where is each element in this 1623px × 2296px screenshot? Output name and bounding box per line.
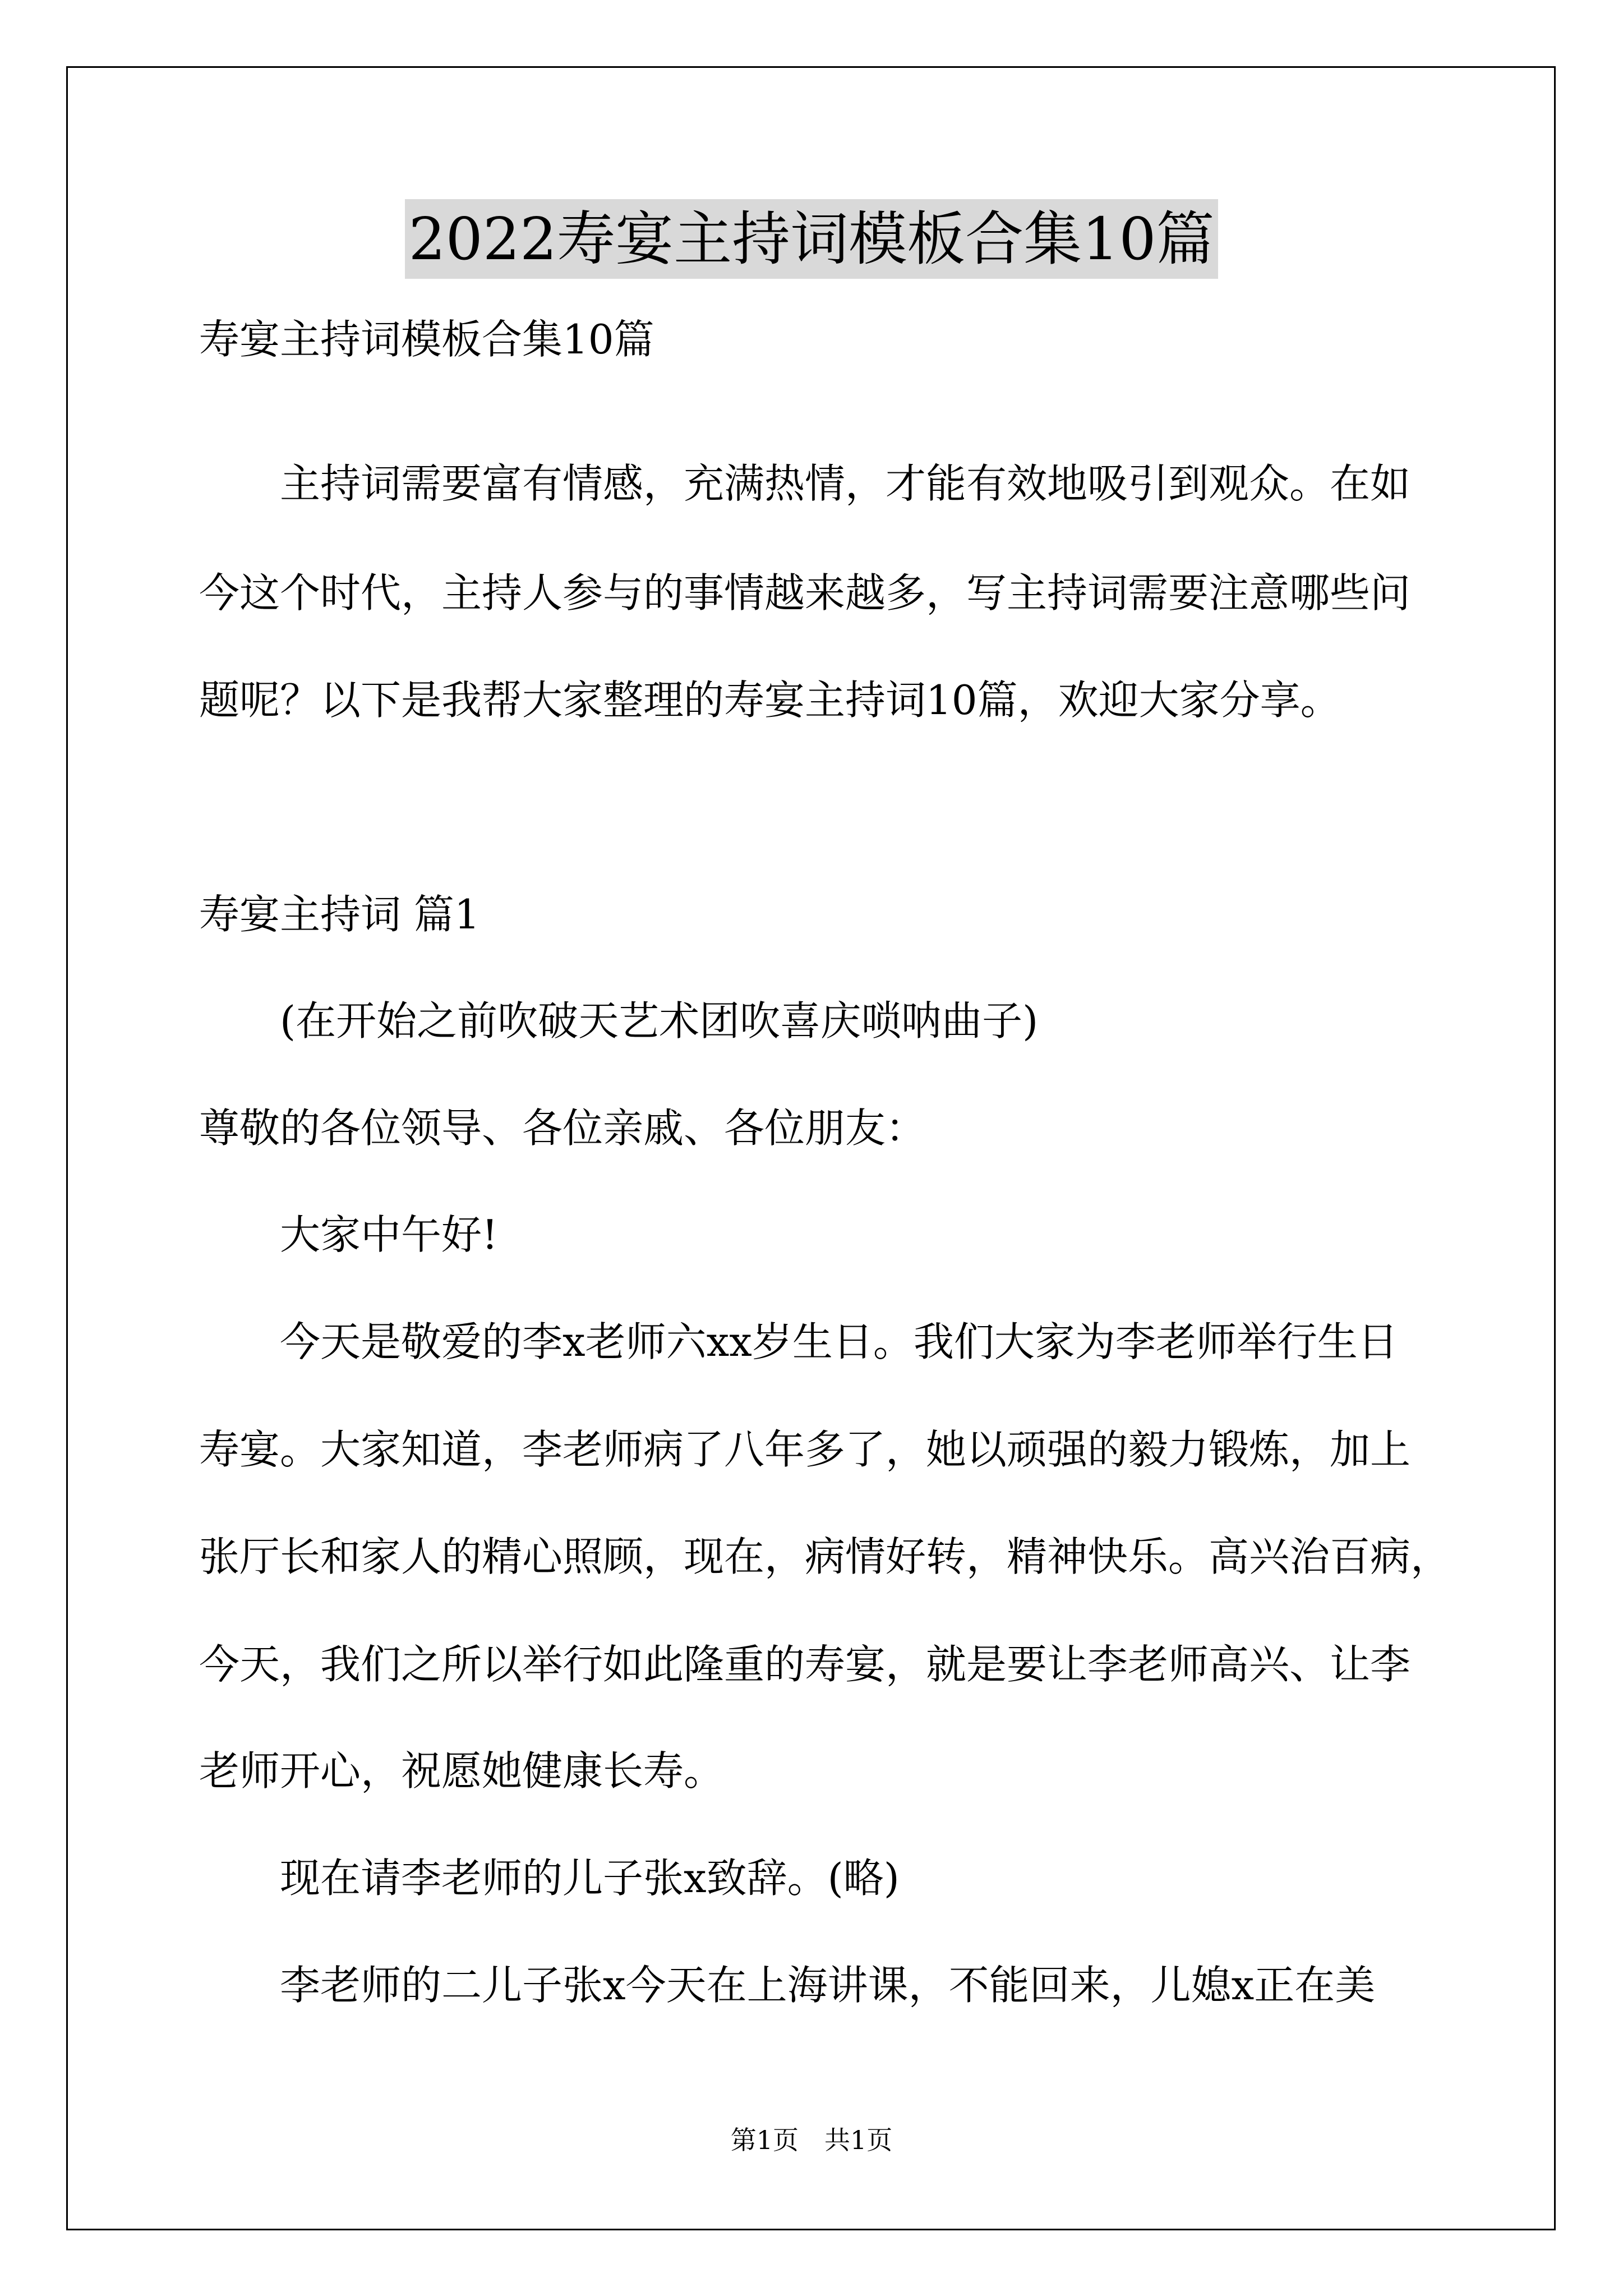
intro-line-2: 今这个时代，主持人参与的事情越来越多，写主持词需要注意哪些问: [199, 569, 1411, 616]
subtitle-line: 寿宴主持词模板合集10篇: [199, 316, 654, 363]
body-line: 现在请李老师的儿子张x致辞。(略): [199, 1855, 900, 1902]
intro-line-1: 主持词需要富有情感，充满热情，才能有效地吸引到观众。在如: [199, 460, 1411, 507]
body-line: 尊敬的各位领导、各位亲戚、各位朋友：: [199, 1105, 926, 1152]
section-heading: 寿宴主持词 篇1: [199, 891, 480, 938]
body-line: (在开始之前吹破天艺术团吹喜庆唢呐曲子): [199, 997, 1039, 1045]
body-line: 寿宴。大家知道，李老师病了八年多了，她以顽强的毅力锻炼，加上: [199, 1426, 1411, 1473]
title-container: [0, 199, 1623, 279]
page-footer: 第1页 共1页: [730, 2125, 893, 2155]
body-line: 今天，我们之所以举行如此隆重的寿宴，就是要让李老师高兴、让李: [199, 1641, 1411, 1688]
body-line: 李老师的二儿子张x今天在上海讲课，不能回来，儿媳x正在美: [199, 1962, 1376, 2009]
intro-line-3: 题呢？以下是我帮大家整理的寿宴主持词10篇，欢迎大家分享。: [199, 677, 1341, 724]
body-line: 张厅长和家人的精心照顾，现在，病情好转，精神快乐。高兴治百病，: [199, 1533, 1451, 1580]
body-line: 老师开心，祝愿她健康长寿。: [199, 1747, 725, 1795]
body-line: 今天是敬爱的李x老师六xx岁生日。我们大家为李老师举行生日: [199, 1318, 1398, 1365]
body-line: 大家中午好!: [199, 1211, 498, 1258]
document-title: 2022寿宴主持词模板合集10篇: [405, 199, 1218, 279]
